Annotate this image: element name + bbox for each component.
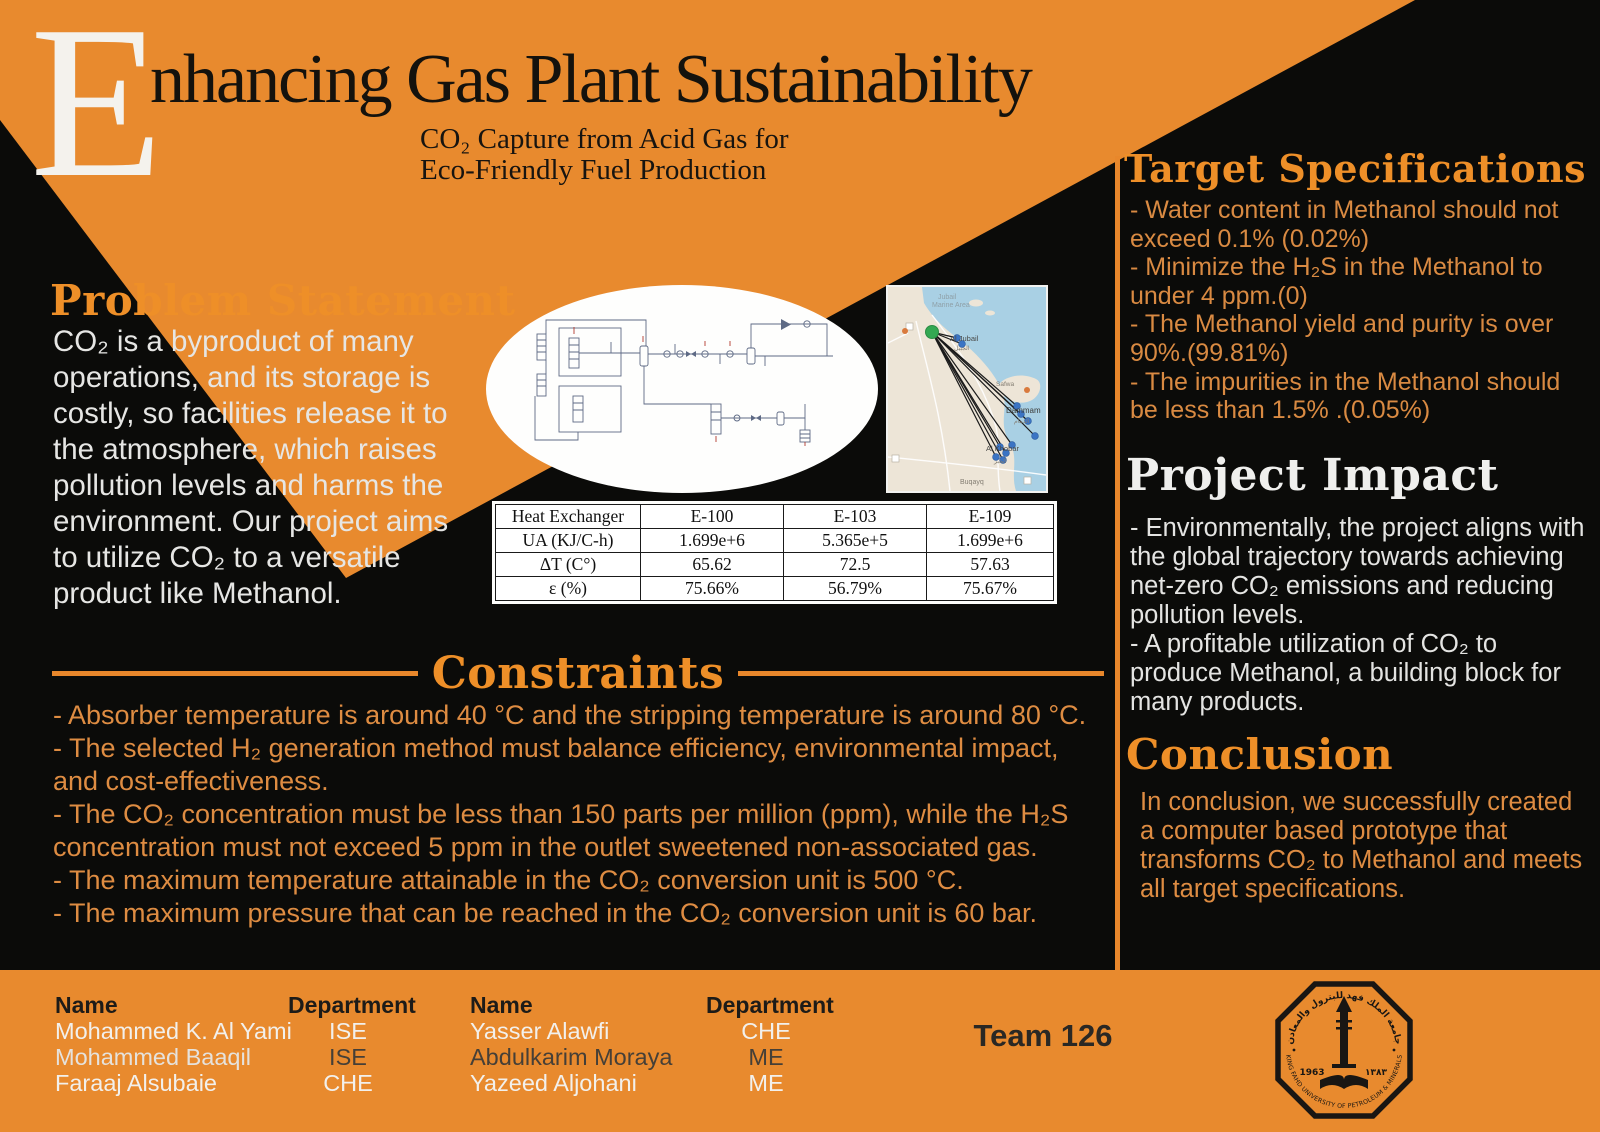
table-header-cell: Heat Exchanger [496, 505, 641, 529]
process-flow-diagram [515, 308, 845, 468]
map-origin-marker [926, 326, 939, 339]
constraints-rule-left [52, 671, 418, 676]
table-row [496, 553, 1054, 577]
member-name: Mohammed Baaqil [55, 1044, 251, 1070]
table-header-row [496, 505, 1054, 529]
project-impact-heading: Project Impact [1126, 450, 1499, 501]
subtitle [420, 124, 789, 186]
table-cell: 65.62 [641, 553, 784, 577]
constraints-rule-right [738, 671, 1104, 676]
department-column-header: Department [706, 992, 834, 1018]
subtitle-line-1: CO₂ Capture from Acid Gas for [420, 123, 789, 155]
map-island [969, 300, 983, 307]
member-department: CHE [323, 1070, 373, 1096]
map-label-al-khobar: Al Khobar [986, 444, 1019, 453]
constraint-item: - The maximum temperature attainable in the CO₂ conversion unit is 500 °C. [53, 865, 964, 895]
name-column-header: Name [470, 992, 533, 1018]
table-cell: 56.79% [784, 577, 927, 601]
table-cell: 5.365e+5 [784, 529, 927, 553]
logo-ring-text-top: جامعة الملك فهد للبترول والمعادن [1285, 990, 1403, 1046]
subtitle-line-2: Eco-Friendly Fuel Production [420, 154, 767, 186]
conclusion-text: In conclusion, we successfully created a computer based prototype that transforms CO₂ to Methanol and meets all target specifications. [1140, 788, 1583, 903]
team-label: Team 126 [973, 1018, 1113, 1053]
conclusion-heading: Conclusion [1126, 730, 1394, 779]
table-cell: 57.63 [927, 553, 1054, 577]
map-label-buqayq: Buqayq [960, 479, 984, 486]
target-spec-item: - The impurities in the Methanol should be less than 1.5% .(0.05%) [1130, 367, 1561, 425]
map-label-al-jubail-ar: الجبيل [954, 346, 970, 352]
target-spec-item: - Minimize the H₂S in the Methanol to under 4 ppm.(0) [1130, 253, 1543, 310]
heat-exchanger-table [492, 501, 1057, 604]
constraint-item: - The selected H₂ generation method must balance efficiency, environmental impact, and cost-effectiveness. [53, 733, 1059, 796]
constraints-header [52, 648, 1104, 699]
logo-year-gregorian: 1963 [1299, 1068, 1325, 1078]
member-name: Yazeed Aljohani [470, 1070, 637, 1096]
member-department: ISE [329, 1044, 367, 1070]
map-label-dammam-ar: الدمام [1014, 419, 1030, 425]
member-name: Abdulkarim Moraya [470, 1044, 673, 1070]
map-label-jubail: Jubail [938, 294, 957, 301]
constraint-item: - Absorber temperature is around 40 °C and the stripping temperature is around 80 °C. [53, 700, 1087, 730]
member-department: ME [748, 1044, 784, 1070]
impact-item: - Environmentally, the project aligns with the global trajectory towards achieving net-zero CO₂ emissions and reducing pollution levels. [1130, 514, 1585, 629]
map-label-al-jubail: Al Jubail [950, 334, 979, 343]
table-cell: 1.699e+6 [927, 529, 1054, 553]
member-name: Yasser Alawfi [470, 1018, 610, 1044]
target-spec-item: - Water content in Methanol should not exceed 0.1% (0.02%) [1130, 196, 1559, 253]
right-column-divider [1115, 156, 1120, 970]
constraints-heading: Constraints [431, 648, 725, 699]
map-poi-marker [902, 328, 908, 334]
table-row [496, 577, 1054, 601]
footer-names-left [55, 992, 292, 1096]
table-cell: ε (%) [496, 577, 641, 601]
table-header-cell: E-100 [641, 505, 784, 529]
department-column-header: Department [288, 992, 416, 1018]
table-cell: 75.66% [641, 577, 784, 601]
page-title: nhancing Gas Plant Sustainability [150, 41, 1031, 118]
member-department: ISE [329, 1018, 367, 1044]
map-label-al-khobar-ar: الخبر [994, 459, 1007, 465]
map-label-marine-area: Marine Area [932, 302, 970, 309]
constraint-item: - The CO₂ concentration must be less than 150 parts per million (ppm), while the H₂S concentration must not exceed 5 ppm in the outlet sweetened non-associated gas. [53, 799, 1069, 862]
footer [0, 970, 1600, 1132]
table-row [496, 529, 1054, 553]
target-spec-item: - The Methanol yield and purity is over 90%.(99.81%) [1130, 310, 1554, 367]
footer-depts-left [288, 992, 416, 1096]
impact-item: - A profitable utilization of CO₂ to produce Methanol, a building block for many products. [1130, 630, 1561, 716]
table-cell: UA (KJ/C-h) [496, 529, 641, 553]
table-cell: 75.67% [927, 577, 1054, 601]
plant-locations-map [886, 285, 1048, 493]
constraint-item: - The maximum pressure that can be reached in the CO₂ conversion unit is 60 bar. [53, 898, 1037, 928]
map-poi-marker [1024, 387, 1030, 393]
constraints-list [53, 699, 1103, 930]
table-cell: 1.699e+6 [641, 529, 784, 553]
member-name: Mohammed K. Al Yami [55, 1018, 292, 1044]
kfupm-logo [1270, 976, 1418, 1124]
logo-dot [1293, 1049, 1296, 1052]
target-specifications-heading: Target Specifications [1124, 146, 1586, 191]
name-column-header: Name [55, 992, 118, 1018]
title-dropcap: E [30, 0, 164, 223]
map-label-dammam: Dammam [1006, 406, 1041, 415]
map-label-safwa: Safwa [996, 381, 1015, 388]
table-header-cell: E-103 [784, 505, 927, 529]
problem-statement-text: CO₂ is a byproduct of many operations, and its storage is costly, so facilities release it to the atmosphere, which raises pollution levels and harms the environment. Our project aims to utilize CO₂ to a versatile product like Methanol. [53, 325, 449, 610]
member-department: ME [748, 1070, 784, 1096]
project-impact-list [1130, 514, 1596, 717]
logo-year-hijri: ١٣٨٣ [1365, 1068, 1387, 1078]
map-island [985, 311, 995, 316]
member-name: Faraaj Alsubaie [55, 1070, 217, 1096]
logo-dot [1393, 1049, 1396, 1052]
table-header-cell: E-109 [927, 505, 1054, 529]
logo-tower-icon [1320, 996, 1368, 1089]
footer-names-right [470, 992, 672, 1096]
member-department: CHE [741, 1018, 791, 1044]
target-specifications-list [1130, 196, 1592, 425]
table-cell: 72.5 [784, 553, 927, 577]
logo-ring-text-bottom: KING FAHD UNIVERSITY OF PETROLEUM & MINERALS [1284, 1054, 1404, 1110]
problem-statement-heading: Problem Statement [50, 276, 516, 325]
table-cell: ΔT (C°) [496, 553, 641, 577]
footer-depts-right [706, 992, 834, 1096]
